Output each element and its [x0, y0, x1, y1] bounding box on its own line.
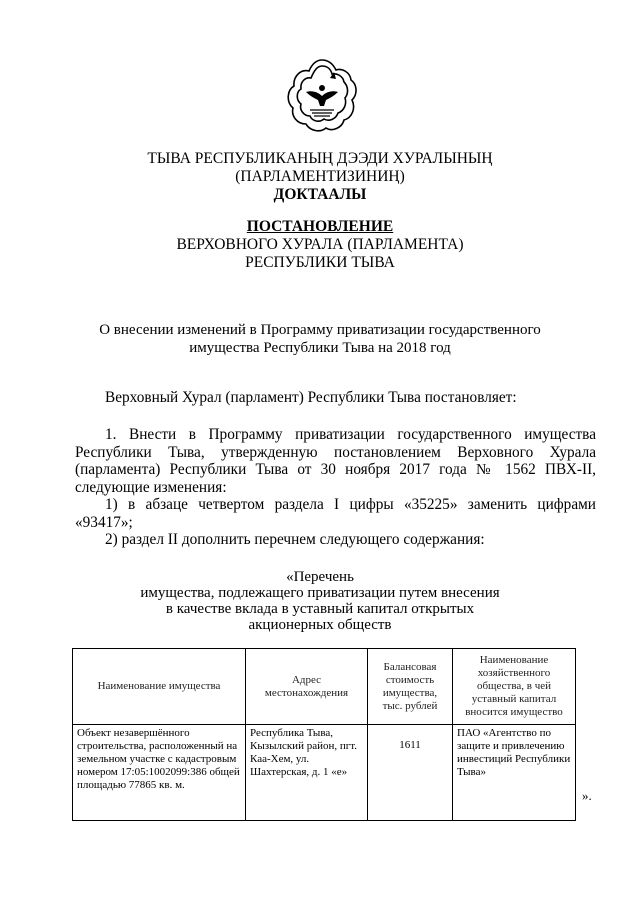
header-russian-line3: РЕСПУБЛИКИ ТЫВА	[245, 254, 395, 271]
list-title-line4: акционерных обществ	[248, 617, 392, 633]
list-title-line2: имущества, подлежащего приватизации путем внесения	[140, 585, 500, 601]
table-header-row	[73, 649, 576, 725]
preamble: Верховный Хурал (парламент) Республики Тыва постановляет:	[105, 389, 517, 406]
list-title-line1: «Перечень	[286, 569, 354, 585]
header-tuvan-line2: (ПАРЛАМЕНТИЗИНИҢ)	[235, 168, 405, 185]
table-row	[73, 725, 576, 821]
closing-quote-mark: ».	[582, 788, 592, 803]
header-russian-line2: ВЕРХОВНОГО ХУРАЛА (ПАРЛАМЕНТА)	[176, 236, 464, 253]
item-1-subitem-2: 2) раздел II дополнить перечнем следующего содержания:	[105, 531, 485, 548]
item-1-subitem-1: 1) в абзаце четвертом раздела I цифры «35225» заменить цифрами «93417»;	[75, 496, 596, 531]
header-tuvan-line3: ДОКТААЛЫ	[273, 186, 367, 203]
header-title: ПОСТАНОВЛЕНИЕ	[246, 218, 394, 235]
table-header-name: Наименование имущества	[73, 649, 246, 725]
property-table	[72, 648, 576, 821]
table-cell-name: Объект незавершённого строительства, расположенный на земельном участке с кадастровым номером 17:05:1002099:386 общей площадью 77865 кв. м.	[73, 725, 246, 821]
table-header-address: Адрес местонахождения	[246, 649, 368, 725]
table-cell-balance-value: 1611	[368, 725, 453, 821]
table-cell-address: Республика Тыва, Кызылский район, пгт. Каа-Хем, ул. Шахтерская, д. 1 «е»	[246, 725, 368, 821]
header-tuvan-line1: ТЫВА РЕСПУБЛИКАНЫҢ ДЭЭДИ ХУРАЛЫНЫҢ	[147, 150, 493, 167]
item-1: 1. Внести в Программу приватизации государственного имущества Республики Тыва, утвержденную постановлением Верховного Хурала (парламента) Республики Тыва от 30 ноября 2017 года № 1562 ПВХ-II, следующие изменения:	[75, 426, 596, 496]
table-header-balance-value: Балансовая стоимость имущества, тыс. рублей	[368, 649, 453, 725]
table-cell-company: ПАО «Агентство по защите и привлечению инвестиций Республики Тыва»	[453, 725, 576, 821]
list-title-line3: в качестве вклада в уставный капитал открытых	[165, 601, 475, 617]
tuva-coat-of-arms-icon	[284, 56, 360, 134]
table-header-company: Наименование хозяйственного общества, в чей уставный капитал вносится имущество	[453, 649, 576, 725]
subject-line1: О внесении изменений в Программу приватизации государственного	[99, 322, 541, 338]
subject-line2: имущества Республики Тыва на 2018 год	[189, 340, 451, 356]
